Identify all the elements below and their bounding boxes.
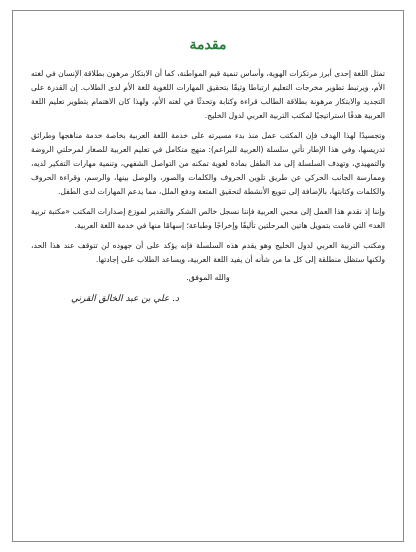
paragraph-3: وإننا إذ نقدم هذا العمل إلى محبي العربية فإننا نسجل خالص الشكر والتقدير لموزع إصدارات المكتب «مكتبة تربية الغد» التي قامت بتمويل هاتين المرحلتين تأليفًا وإخراجًا وطباعة؛ إسهامًا منها في خدمة اللغة العربية.: [31, 207, 385, 230]
page-title: مقدمة: [189, 37, 227, 53]
paragraph-4: ومكتب التربية العربي لدول الخليج وهو يقدم هذه السلسلة فإنه يؤكد على أن جهوده لن تتوقف عند هذا الحد، ولكنها ستظل منطلقة إلى كل ما من شأنه أن يفيد اللغة العربية، ويساعد الطلاب على إجادتها.: [31, 241, 385, 264]
closing-line: والله الموفق.: [186, 273, 230, 282]
page-border: [12, 10, 404, 542]
signature: د. علي بن عبد الخالق القرني: [71, 294, 179, 304]
paragraph-1: تمثل اللغة إحدى أبرز مرتكزات الهوية، وأساس تنمية قيم المواطنة، كما أن الابتكار مرهون بطلاقة الإنسان في لغته الأم، ويرتبط تطوير مخرجات التعليم ارتباطا وثيقًا بتحقيق المهارات اللغوية للغة الأم لدى الطلاب. إن القدرة على التجديد والابتكار مرهونة بطلاقة الطالب قراءة وكتابة وتحدثًا في لغته الأم، ولهذا كان الاهتمام بتطوير تعليم اللغة العربية هدفًا استراتيجيًا لمكتب التربية العربي لدول الخليج.: [30, 69, 385, 120]
paragraph-2: وتجسيدًا لهذا الهدف فإن المكتب عمل منذ بدء مسيرته على خدمة اللغة العربية بخاصة خدمة مناهجها وطرائق تدريسها، وفي هذا الإطار تأتي سلسلة (العربية للبراعم): منهج متكامل في تعليم العربية للصغار لمرحلتي الروضة والتمهيدي، وتهدف السلسلة إلى مد الطفل بمادة لغوية تمكنه من التواصل الشفهي، وتنمية مهارات التفكير لديه، وممارسة الجانب الحركي عن طريق تلوين الحروف والكلمات والصور، والوصل بينها، والرسم، وقراءة الحروف والكلمات وكتابتها، بالإضافة إلى تنويع الأنشطة لتحقيق المتعة ودفع الملل، مما يدعم المهارات لدى الطفل.: [31, 131, 385, 196]
